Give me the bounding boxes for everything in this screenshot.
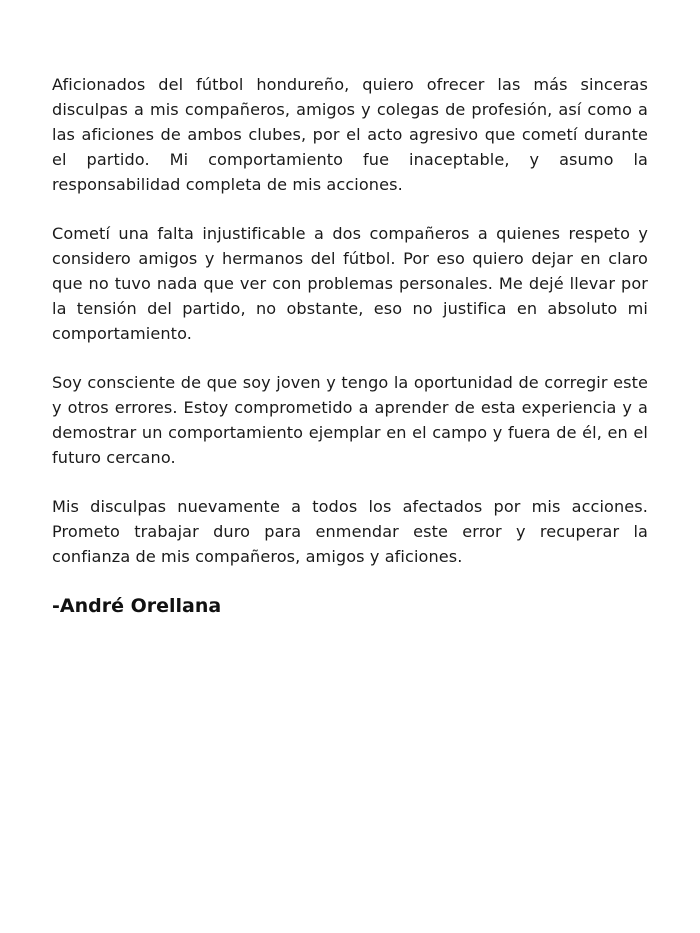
letter-paragraph-1: Aficionados del fútbol hondureño, quiero ofrecer las más sinceras disculpas a mis compañeros, amigos y colegas de profesión, así como a las aficiones de ambos clubes, por el acto agresivo que cometí durante el partido. Mi comportamiento fue inaceptable, y asumo la responsabilidad completa de mis acciones. — [52, 75, 648, 194]
letter-paragraph-3: Soy consciente de que soy joven y tengo la oportunidad de corregir este y otros errores. Estoy comprometido a aprender de esta experiencia y a demostrar un comportamiento ejemplar en el campo y fuera de él, en el futuro cercano. — [52, 373, 648, 467]
signature: -André Orellana — [52, 595, 222, 617]
letter-paragraph-4: Mis disculpas nuevamente a todos los afectados por mis acciones. Prometo trabajar duro para enmendar este error y recuperar la confianza de mis compañeros, amigos y aficiones. — [52, 497, 648, 566]
letter-paragraph-2: Cometí una falta injustificable a dos compañeros a quienes respeto y considero amigos y hermanos del fútbol. Por eso quiero dejar en claro que no tuvo nada que ver con problemas personales. Me dejé llevar por la tensión del partido, no obstante, eso no justifica en absoluto mi comportamiento. — [52, 224, 648, 343]
apology-letter — [52, 72, 648, 619]
